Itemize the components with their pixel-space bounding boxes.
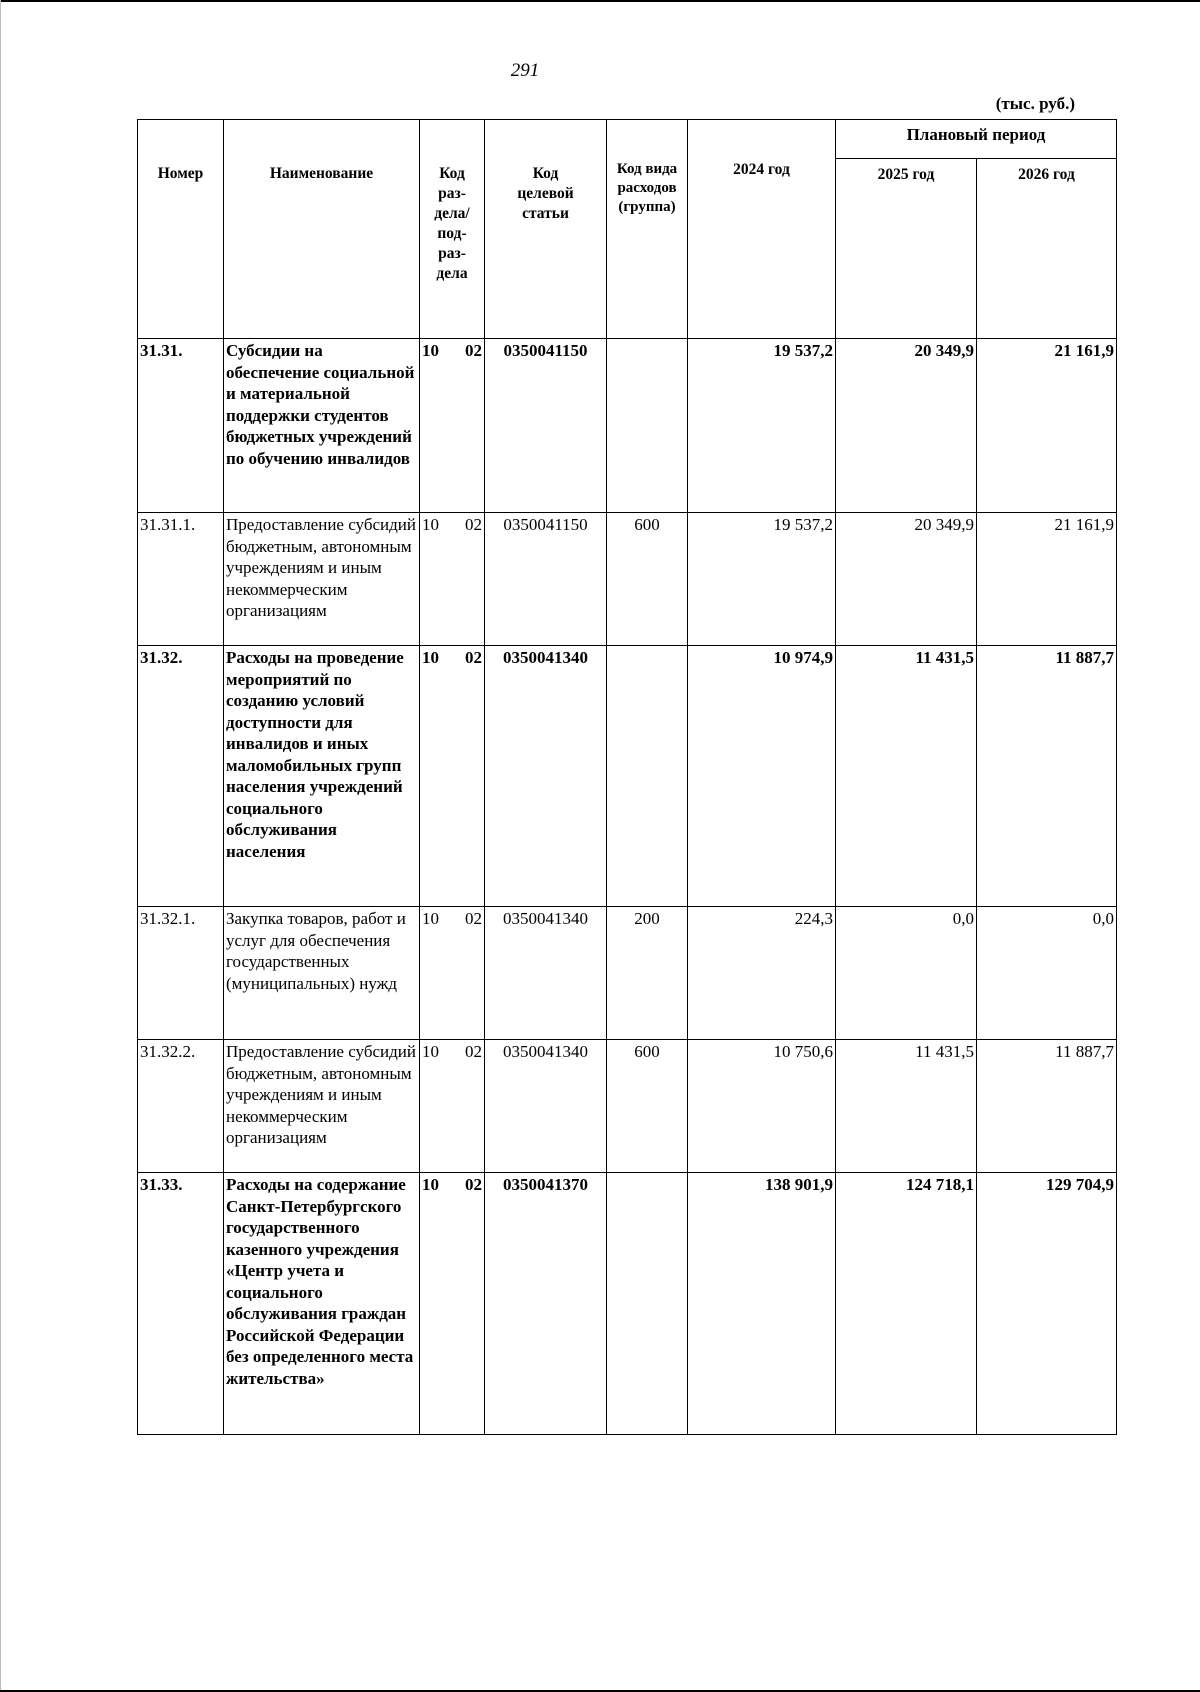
header-name: Наименование bbox=[224, 120, 420, 339]
row-name: Расходы на проведение мероприятий по созданию условий доступности для инвалидов и иных маломобильных групп населения учреждений социального обслуживания населения bbox=[224, 646, 420, 907]
table-row bbox=[138, 513, 1117, 646]
table-row bbox=[138, 1173, 1117, 1435]
table-row bbox=[138, 646, 1117, 907]
table-header bbox=[138, 120, 1117, 339]
row-value-2024: 19 537,2 bbox=[688, 339, 836, 513]
row-section-code bbox=[420, 646, 485, 907]
section-code: 10 bbox=[422, 1175, 439, 1194]
header-section-code: Код раз-дела/ под-раз-дела bbox=[420, 120, 485, 339]
table-row bbox=[138, 339, 1117, 513]
row-value-2026: 129 704,9 bbox=[977, 1173, 1117, 1435]
row-expense-type-code: 600 bbox=[607, 513, 688, 646]
row-section-code bbox=[420, 1173, 485, 1435]
row-value-2024: 10 974,9 bbox=[688, 646, 836, 907]
left-scan-edge bbox=[0, 0, 1, 1692]
row-value-2025: 11 431,5 bbox=[836, 646, 977, 907]
row-target-code: 0350041340 bbox=[485, 1040, 607, 1173]
subsection-code: 02 bbox=[465, 515, 482, 534]
header-target-code: Код целевой статьи bbox=[485, 120, 607, 339]
table-row bbox=[138, 1040, 1117, 1173]
header-number: Номер bbox=[138, 120, 224, 339]
table-body bbox=[138, 339, 1117, 1435]
row-name: Закупка товаров, работ и услуг для обеспечения государственных (муниципальных) нужд bbox=[224, 907, 420, 1040]
header-planned-period: Плановый период bbox=[836, 120, 1117, 159]
row-expense-type-code: 200 bbox=[607, 907, 688, 1040]
subsection-code: 02 bbox=[465, 1042, 482, 1061]
row-number: 31.32. bbox=[138, 646, 224, 907]
row-value-2024: 224,3 bbox=[688, 907, 836, 1040]
section-code: 10 bbox=[422, 341, 439, 360]
row-name: Субсидии на обеспечение социальной и материальной поддержки студентов бюджетных учреждений по обучению инвалидов bbox=[224, 339, 420, 513]
header-year-2025: 2025 год bbox=[836, 159, 977, 339]
row-value-2025: 20 349,9 bbox=[836, 513, 977, 646]
row-target-code: 0350041150 bbox=[485, 513, 607, 646]
row-number: 31.31.1. bbox=[138, 513, 224, 646]
row-target-code: 0350041340 bbox=[485, 907, 607, 1040]
subsection-code: 02 bbox=[465, 341, 482, 360]
budget-table bbox=[137, 119, 1117, 1435]
row-number: 31.31. bbox=[138, 339, 224, 513]
row-section-code bbox=[420, 1040, 485, 1173]
row-section-code bbox=[420, 339, 485, 513]
subsection-code: 02 bbox=[465, 1175, 482, 1194]
row-value-2024: 19 537,2 bbox=[688, 513, 836, 646]
row-target-code: 0350041370 bbox=[485, 1173, 607, 1435]
row-value-2024: 138 901,9 bbox=[688, 1173, 836, 1435]
header-year-2024: 2024 год bbox=[688, 120, 836, 339]
units-label: (тыс. руб.) bbox=[995, 94, 1075, 113]
header-expense-type-code: Код вида расходов (группа) bbox=[607, 120, 688, 339]
row-expense-type-code bbox=[607, 1173, 688, 1435]
table-row bbox=[138, 907, 1117, 1040]
row-target-code: 0350041340 bbox=[485, 646, 607, 907]
page-number: 291 bbox=[510, 60, 540, 81]
row-value-2026: 21 161,9 bbox=[977, 339, 1117, 513]
subsection-code: 02 bbox=[465, 909, 482, 928]
section-code: 10 bbox=[422, 515, 439, 534]
row-value-2026: 21 161,9 bbox=[977, 513, 1117, 646]
row-expense-type-code: 600 bbox=[607, 1040, 688, 1173]
row-name: Предоставление субсидий бюджетным, автономным учреждениям и иным некоммерческим организациям bbox=[224, 513, 420, 646]
row-name: Расходы на содержание Санкт-Петербургского государственного казенного учреждения «Центр учета и социального обслуживания граждан Российской Федерации без определенного места жительства» bbox=[224, 1173, 420, 1435]
row-target-code: 0350041150 bbox=[485, 339, 607, 513]
row-value-2025: 0,0 bbox=[836, 907, 977, 1040]
row-name: Предоставление субсидий бюджетным, автономным учреждениям и иным некоммерческим организациям bbox=[224, 1040, 420, 1173]
row-value-2025: 11 431,5 bbox=[836, 1040, 977, 1173]
row-value-2026: 11 887,7 bbox=[977, 1040, 1117, 1173]
row-value-2026: 11 887,7 bbox=[977, 646, 1117, 907]
row-value-2024: 10 750,6 bbox=[688, 1040, 836, 1173]
subsection-code: 02 bbox=[465, 648, 482, 667]
header-year-2026: 2026 год bbox=[977, 159, 1117, 339]
row-expense-type-code bbox=[607, 339, 688, 513]
row-number: 31.32.2. bbox=[138, 1040, 224, 1173]
row-section-code bbox=[420, 513, 485, 646]
row-number: 31.33. bbox=[138, 1173, 224, 1435]
row-section-code bbox=[420, 907, 485, 1040]
row-value-2026: 0,0 bbox=[977, 907, 1117, 1040]
section-code: 10 bbox=[422, 648, 439, 667]
row-value-2025: 124 718,1 bbox=[836, 1173, 977, 1435]
section-code: 10 bbox=[422, 909, 439, 928]
top-border-line bbox=[0, 0, 1200, 2]
row-value-2025: 20 349,9 bbox=[836, 339, 977, 513]
row-expense-type-code bbox=[607, 646, 688, 907]
section-code: 10 bbox=[422, 1042, 439, 1061]
row-number: 31.32.1. bbox=[138, 907, 224, 1040]
